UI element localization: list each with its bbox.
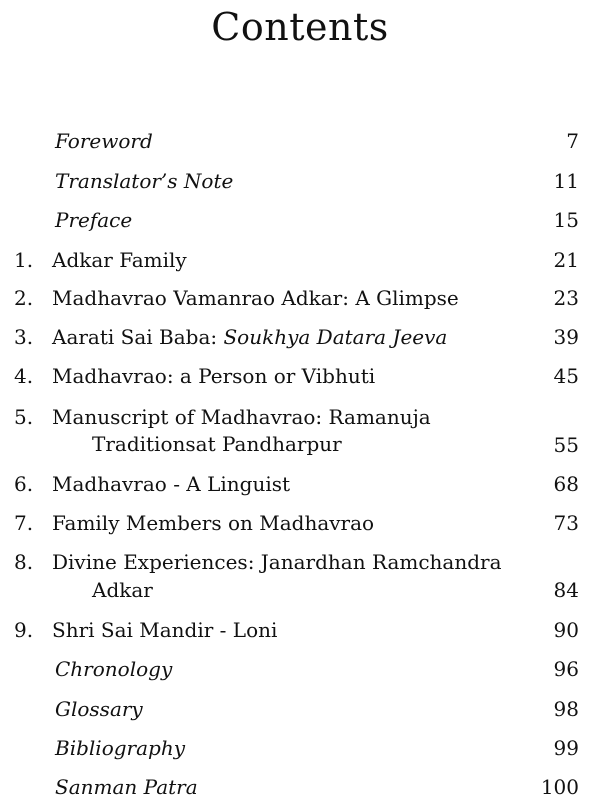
chapter-title-line-1: Manuscript of Madhavrao: Ramanuja <box>52 405 431 429</box>
toc-entry-title: Bibliography <box>55 736 185 760</box>
toc-entry-page: 15 <box>553 208 579 232</box>
chapter-title: Shri Sai Mandir - Loni <box>52 618 278 642</box>
chapter-title: Adkar Family <box>52 248 187 272</box>
chapter-title-line-2: Adkar <box>92 578 153 602</box>
chapter-number: 6. <box>14 472 34 496</box>
chapter-number: 5. <box>14 405 34 429</box>
chapter-number: 9. <box>14 618 34 642</box>
toc-entry-page: 96 <box>553 657 579 681</box>
toc-entry-page: 90 <box>553 618 579 642</box>
chapter-title-italic: Soukhya Datara Jeeva <box>223 325 448 349</box>
chapter-title: Madhavrao Vamanrao Adkar: A Glimpse <box>52 286 459 310</box>
chapter-title: Madhavrao - A Linguist <box>52 472 291 496</box>
toc-entry-page: 21 <box>553 248 579 272</box>
toc-entry-page: 99 <box>553 736 579 760</box>
toc-entry-page: 7 <box>566 129 579 153</box>
toc-entry-page: 98 <box>553 697 579 721</box>
toc-entry-title: Translator’s Note <box>55 169 234 193</box>
chapter-title <box>52 325 447 349</box>
toc-entry-page: 39 <box>553 325 579 349</box>
chapter-number: 7. <box>14 511 34 535</box>
toc-entry-title: Sanman Patra <box>55 775 198 799</box>
chapter-number: 8. <box>14 550 34 574</box>
toc-entry-title: Preface <box>55 208 133 232</box>
chapter-number: 4. <box>14 364 34 388</box>
toc-entry-title: Chronology <box>55 657 173 681</box>
chapter-title-line-1: Divine Experiences: Janardhan Ramchandra <box>52 550 502 574</box>
toc-entry-page: 84 <box>553 578 579 602</box>
toc-entry-page: 11 <box>553 169 579 193</box>
chapter-number: 1. <box>14 248 34 272</box>
chapter-title-prefix: Aarati Sai Baba: <box>52 325 224 349</box>
toc-entry-page: 55 <box>553 433 579 457</box>
chapter-number: 3. <box>14 325 34 349</box>
toc-entry-page: 23 <box>553 286 579 310</box>
toc-entry-title: Glossary <box>55 697 143 721</box>
toc-entry-page: 73 <box>553 511 579 535</box>
chapter-title: Madhavrao: a Person or Vibhuti <box>52 364 376 388</box>
toc-entry-page: 68 <box>553 472 579 496</box>
chapter-title-line-2: Traditionsat Pandharpur <box>92 432 342 456</box>
chapter-title: Family Members on Madhavrao <box>52 511 375 535</box>
toc-entry-page: 100 <box>540 775 579 799</box>
chapter-number: 2. <box>14 286 34 310</box>
page-title: Contents <box>211 5 389 49</box>
toc-entry-page: 45 <box>553 364 579 388</box>
toc-entry-title: Foreword <box>55 129 153 153</box>
